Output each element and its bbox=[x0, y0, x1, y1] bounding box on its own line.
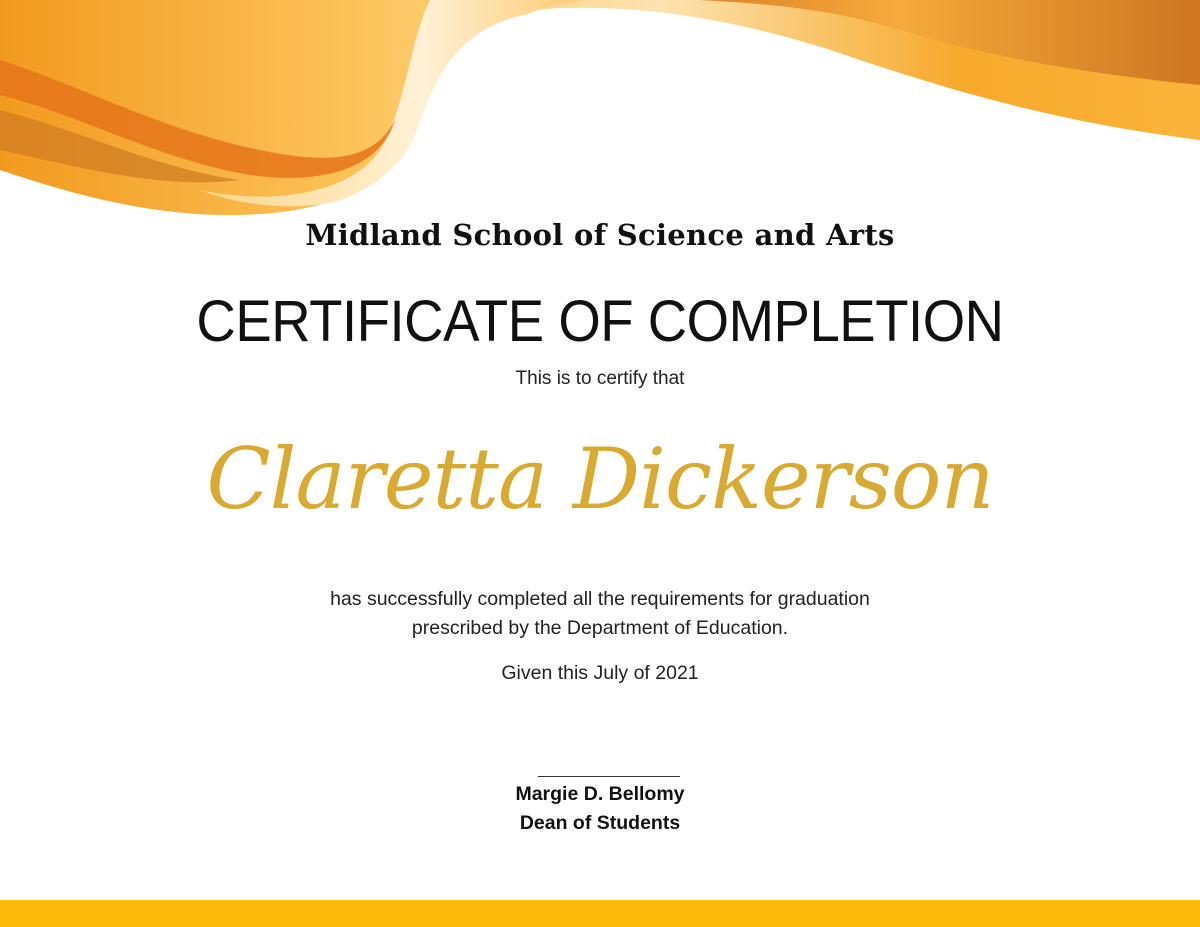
completion-statement-line-1: has successfully completed all the requirements for graduation bbox=[330, 588, 870, 610]
signer-title: Dean of Students bbox=[519, 812, 681, 834]
recipient-name: Claretta Dickerson bbox=[206, 430, 994, 528]
orange-wave-header-decoration bbox=[0, 0, 1200, 230]
certify-intro-text: This is to certify that bbox=[515, 368, 685, 389]
bottom-accent-bar bbox=[0, 900, 1200, 927]
certificate-title: CERTIFICATE OF COMPLETION bbox=[196, 289, 1004, 354]
signature-line bbox=[538, 776, 680, 777]
completion-statement bbox=[0, 585, 1200, 643]
given-date-text: Given this July of 2021 bbox=[501, 662, 699, 684]
school-name: Midland School of Science and Arts bbox=[305, 218, 895, 252]
signer-name: Margie D. Bellomy bbox=[515, 783, 685, 805]
completion-statement-line-2: prescribed by the Department of Education. bbox=[411, 617, 789, 639]
